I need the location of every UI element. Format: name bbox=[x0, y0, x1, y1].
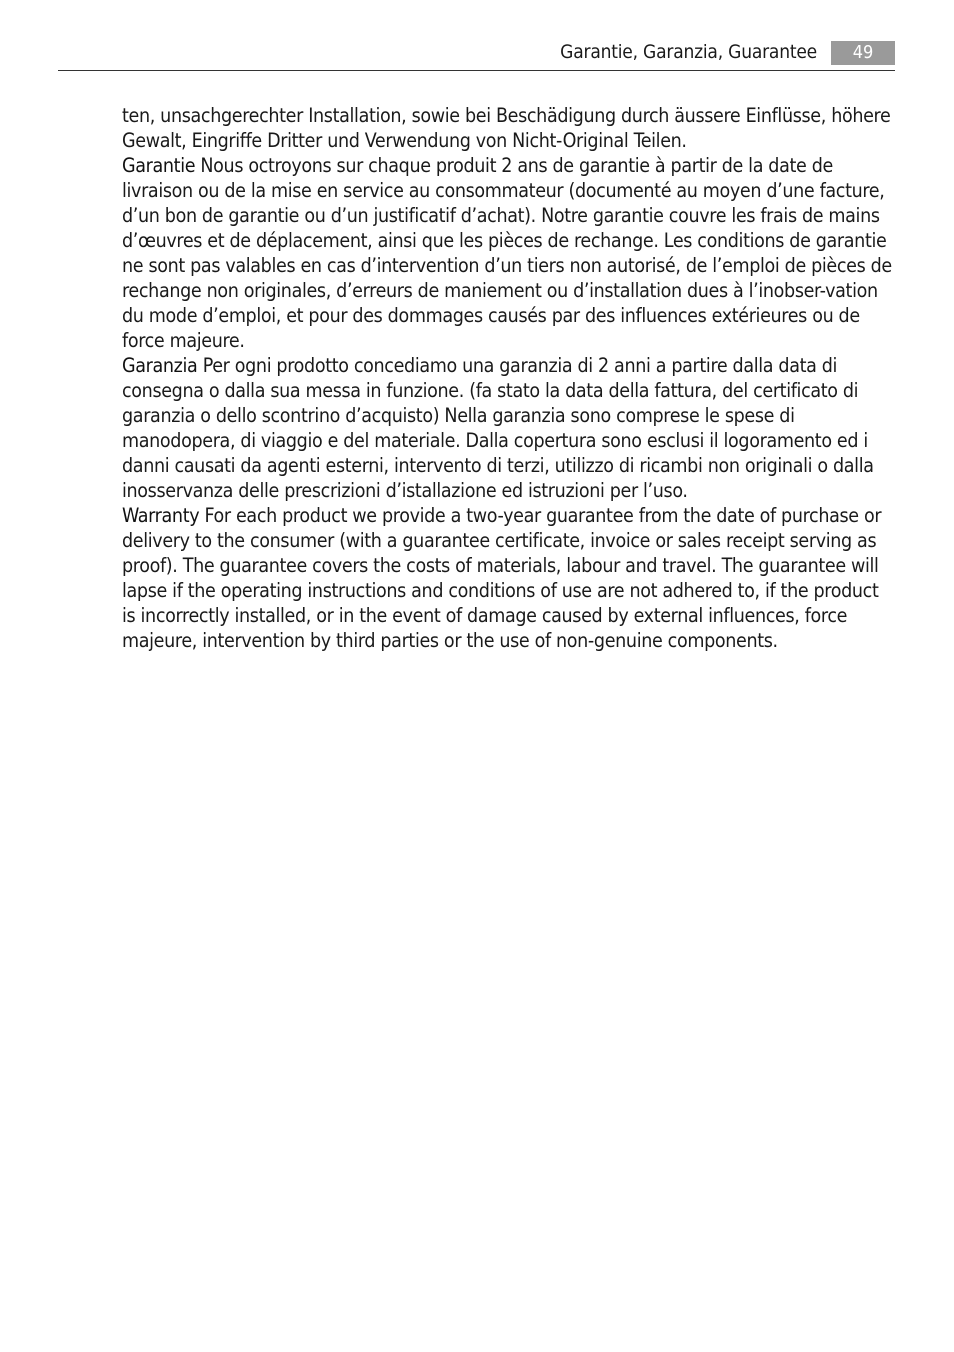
header-divider bbox=[58, 70, 895, 71]
warranty-paragraph bbox=[122, 503, 892, 653]
intro-paragraph: ten, unsachgerechter Installation, sowie bei Beschädigung durch äussere Einflüsse, höhere Gewalt, Eingriffe Dritter und Verwendung von Nicht-Original Teilen. bbox=[122, 104, 891, 152]
garanzia-text: Per ogni prodotto concediamo una garanzia di 2 anni a partire dalla data di consegna o dalla sua messa in funzione. (fa stato la data della fattura, del certificato di garanzia o dello scontrino d’acquisto) Nella garanzia sono comprese le spese di manodopera, di viaggio e del materiale. Dalla copertura sono esclusi il logoramento ed i danni causati da agenti esterni, intervento di terzi, utilizzo di ricambi non originali o dalla inosservanza delle prescrizioni d’istallazione ed istruzioni per l’uso. bbox=[122, 354, 874, 502]
garantie-paragraph bbox=[122, 153, 892, 353]
header-title: Garantie, Garanzia, Guarantee bbox=[560, 41, 817, 63]
garantie-term: Garantie bbox=[122, 154, 196, 177]
garanzia-term: Garanzia bbox=[122, 354, 198, 377]
page-body bbox=[122, 103, 892, 653]
page-number-badge: 49 bbox=[831, 41, 895, 65]
warranty-term: Warranty bbox=[122, 504, 200, 527]
warranty-text: For each product we provide a two-year guarantee from the date of purchase or delivery to the consumer (with a guarantee certificate, invoice or sales receipt serving as proof). The guarantee covers the costs of materials, labour and travel. The guarantee will lapse if the operating instructions and conditions of use are not adhered to, if the product is incorrectly installed, or in the event of damage caused by external influences, force majeure, intervention by third parties or the use of non-genuine components. bbox=[122, 504, 882, 652]
garanzia-paragraph bbox=[122, 353, 892, 503]
garantie-text: Nous octroyons sur chaque produit 2 ans de garantie à partir de la date de livraison ou de la mise en service au consommateur (documenté au moyen d’une facture, d’un bon de garantie ou d’un justificatif d’achat). Notre garantie couvre les frais de mains d’œuvres et de déplacement, ainsi que les pièces de rechange. Les conditions de garantie ne sont pas valables en cas d’intervention d’un tiers non autorisé, de l’emploi de pièces de rechange non originales, d’erreurs de maniement ou d’installation dues à l’inobser-vation du mode d’emploi, et pour des dommages causés par des influences extérieures ou de force majeure. bbox=[122, 154, 892, 352]
